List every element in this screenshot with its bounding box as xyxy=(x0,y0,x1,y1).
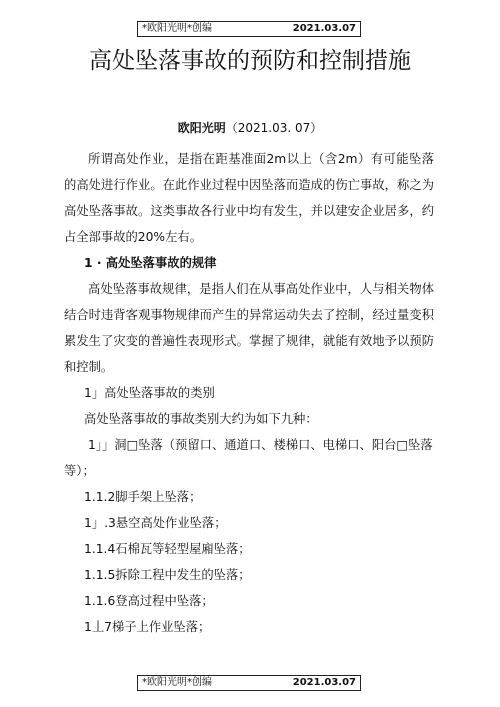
subsection-heading: 1」高处坠落事故的类别 xyxy=(84,386,215,400)
author-line xyxy=(0,119,500,137)
author-name: 欧阳光明 xyxy=(177,121,226,135)
list-item: 1.1.5拆除工程中发生的坠落； xyxy=(84,568,251,582)
page-header xyxy=(137,21,361,37)
author-date: （2021.03. 07） xyxy=(225,121,323,135)
header-date: 2021.03.07 xyxy=(292,23,356,34)
footer-date: 2021.03.07 xyxy=(292,677,356,688)
section-paragraph: 高处坠落事故规律，是指人们在从事高处作业中，人与相关物体结合时违背客观事物规律而产生的异常运动失去了控制，经过量变积累发生了灾变的普遍性表现形式。掌握了规律，就能有效地予以预防和控制。 xyxy=(64,282,434,374)
list-lead: 高处坠落事故的事故类别大约为如下九种： xyxy=(84,412,318,426)
list-item: 1.1.2脚手架上坠落； xyxy=(84,490,202,504)
document-body xyxy=(64,146,434,640)
list-item: 1丄7梯子上作业坠落； xyxy=(84,620,211,634)
header-author: *欧阳光明*创编 xyxy=(142,23,212,34)
intro-paragraph: 所谓高处作业，是指在距基准面2m以上（含2m）有可能坠落的高处进行作业。在此作业过程中因坠落而造成的伤亡事故，称之为高处坠落事故。这类事故各行业中均有发生，并以建安企业居多，约占全部事故的20%左右。 xyxy=(64,152,434,244)
list-item: 1」」洞□坠落（预留口、通道口、楼梯口、电梯口、阳台□坠落等）； xyxy=(64,438,433,478)
footer-author: *欧阳光明*创编 xyxy=(142,677,212,688)
list-item: 1.1.6登高过程中坠落； xyxy=(84,594,214,608)
section-heading: 1 · 高处坠落事故的规律 xyxy=(84,256,217,270)
page-footer xyxy=(137,675,361,691)
document-title: 高处坠落事故的预防和控制措施 xyxy=(89,48,411,74)
list-item: 1」.3悬空高处作业坠落； xyxy=(84,516,227,530)
list-item: 1.1.4石棉瓦等轻型屋廂坠落； xyxy=(84,542,251,556)
